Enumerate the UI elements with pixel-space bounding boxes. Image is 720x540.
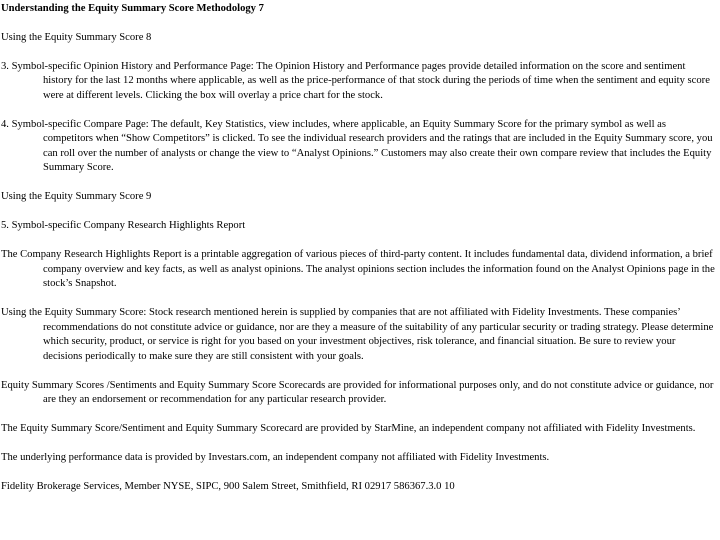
section-heading-page-8: Using the Equity Summary Score 8: [1, 31, 152, 43]
starmine-disclaimer: The Equity Summary Score/Sentiment and Equity Summary Scorecard are provided by StarMine, an independent company not affiliated with Fidelity Investments.: [1, 423, 696, 434]
research-highlights-heading: 5. Symbol-specific Company Research Highlights Report: [1, 220, 246, 231]
stock-research-disclaimer: Using the Equity Summary Score: Stock research mentioned herein is supplied by companies that are not affiliated with Fidelity Investments. These companies’ recommendations do not constitute advice or guidance, nor are they a measure of the suitability of any particular security or trading strategy. Please determine which security, product, or service is right for you based on your investment objectives, risk tolerance, and financial situation. Be sure to review your decisions periodically to make sure they are still consistent with your goals.: [1, 307, 714, 362]
footer-address: Fidelity Brokerage Services, Member NYSE, SIPC, 900 Salem Street, Smithfield, RI 02917 586367.3.0 10: [1, 481, 455, 492]
compare-page-paragraph: 4. Symbol-specific Compare Page: The default, Key Statistics, view includes, where applicable, an Equity Summary Score for the primary symbol as well as competitors when “Show Competitors” is clicked. To see the individual research providers and the ratings that are included in the Equity Summary score, you can roll over the number of analysts or change the view to “Analyst Opinions.” Customers may also create their own compare review that includes the Equity Summary Score.: [1, 118, 713, 173]
section-heading-page-9: Using the Equity Summary Score 9: [1, 191, 152, 202]
research-highlights-paragraph: The Company Research Highlights Report is a printable aggregation of various pieces of third-party content. It includes fundamental data, dividend information, a brief company overview and key facts, as well as analyst opinions. The analyst opinions section includes the information found on the Analyst Opinions page in the stock’s Snapshot.: [1, 249, 715, 289]
document-page: [1, 2, 717, 509]
document-title: Understanding the Equity Summary Score Methodology 7: [1, 3, 264, 14]
opinion-history-paragraph: 3. Symbol-specific Opinion History and Performance Page: The Opinion History and Performance pages provide detailed information on the score and sentiment history for the last 12 months where applicable, as well as the price-performance of that stock during the periods of time when the sentiment and equity score were at different levels. Clicking the box will overlay a price chart for the stock.: [1, 60, 710, 101]
investars-disclaimer: The underlying performance data is provided by Investars.com, an independent company not affiliated with Fidelity Investments.: [1, 452, 550, 463]
informational-purposes-disclaimer: Equity Summary Scores /Sentiments and Equity Summary Score Scorecards are provided for informational purposes only, and do not constitute advice or guidance, nor are they an endorsement or recommendation for any particular research provider.: [1, 379, 714, 405]
